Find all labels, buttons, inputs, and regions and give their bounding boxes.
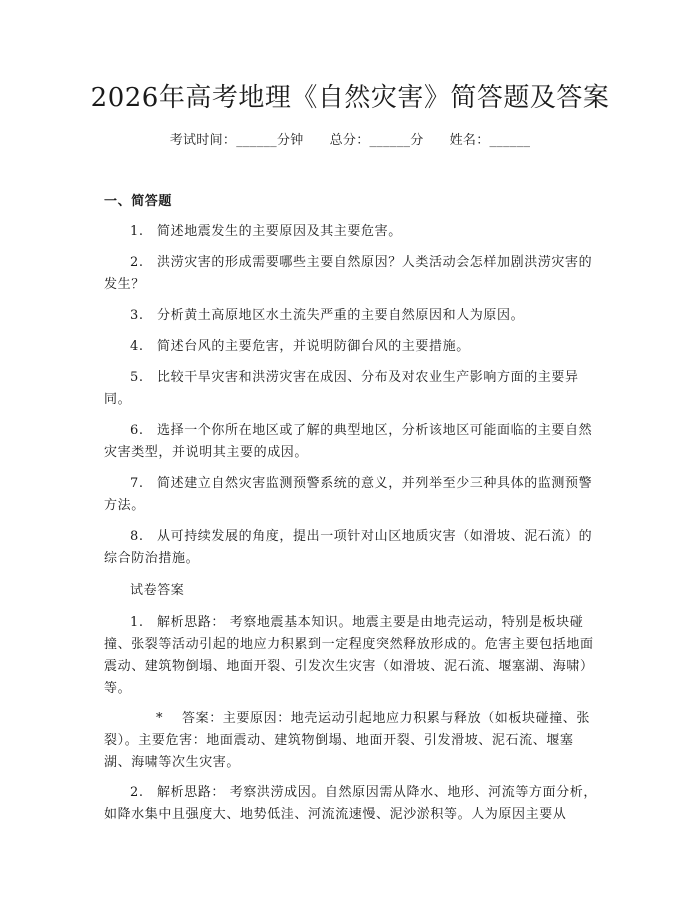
question-text: 洪涝灾害的形成需要哪些主要自然原因？人类活动会怎样加剧洪涝灾害的发生？ (104, 255, 593, 292)
question-2 (104, 252, 598, 296)
question-number: 6. (130, 423, 144, 438)
answers-heading: 试卷答案 (130, 583, 185, 598)
page-title: 2026年高考地理《自然灾害》简答题及答案 (90, 83, 610, 113)
exam-time-field: 考试时间：______分钟 (169, 133, 304, 148)
bullet-star: * (156, 711, 164, 726)
question-number: 4. (130, 339, 144, 354)
question-3 (104, 305, 598, 327)
question-number: 7. (130, 476, 144, 491)
question-1 (104, 221, 598, 243)
answer-analysis-2 (104, 782, 598, 826)
answer-1 (104, 708, 598, 774)
total-score-field: 总分：______分 (329, 133, 424, 148)
question-text: 简述地震发生的主要原因及其主要危害。 (157, 224, 402, 239)
exam-info (0, 131, 700, 151)
question-text: 分析黄土高原地区水土流失严重的主要自然原因和人为原因。 (157, 308, 525, 323)
question-8 (104, 526, 598, 570)
question-text: 从可持续发展的角度，提出一项针对山区地质灾害（如滑坡、泥石流）的综合防治措施。 (104, 529, 593, 566)
question-text: 简述台风的主要危害，并说明防御台风的主要措施。 (157, 339, 470, 354)
question-6 (104, 420, 598, 464)
section-heading: 一、简答题 (104, 194, 173, 209)
question-text: 选择一个你所在地区或了解的典型地区，分析该地区可能面临的主要自然灾害类型，并说明其主要的成因。 (104, 423, 593, 460)
answer-text: 答案：主要原因：地壳运动引起地应力积累与释放（如板块碰撞、张裂）。主要危害：地面震动、建筑物倒塌、地面开裂、引发滑坡、泥石流、堰塞湖、海啸等次生灾害。 (104, 711, 591, 770)
question-number: 2. (130, 255, 144, 270)
question-text: 简述建立自然灾害监测预警系统的意义，并列举至少三种具体的监测预警方法。 (104, 476, 593, 513)
question-number: 8. (130, 529, 144, 544)
answer-number: 1. (130, 615, 144, 630)
question-text: 比较干旱灾害和洪涝灾害在成因、分布及对农业生产影响方面的主要异同。 (104, 370, 579, 407)
analysis-text: 解析思路： 考察洪涝成因。自然原因需从降水、地形、河流等方面分析，如降水集中且强度大、地势低洼、河流流速慢、泥沙淤积等。人为原因主要从 (104, 785, 597, 822)
question-4 (104, 336, 598, 358)
document-body (104, 191, 598, 834)
question-5 (104, 367, 598, 411)
name-field: 姓名：______ (449, 133, 531, 148)
answer-number: 2. (130, 785, 144, 800)
question-number: 3. (130, 308, 144, 323)
question-number: 1. (130, 224, 144, 239)
analysis-text: 解析思路： 考察地震基本知识。地震主要是由地壳运动，特别是板块碰撞、张裂等活动引起的地应力积累到一定程度突然释放形成的。危害主要包括地面震动、建筑物倒塌、地面开裂、引发次生灾害（如滑坡、泥石流、堰塞湖、海啸）等。 (104, 615, 594, 696)
question-number: 5. (130, 370, 144, 385)
answer-analysis-1 (104, 612, 598, 700)
question-7 (104, 473, 598, 517)
